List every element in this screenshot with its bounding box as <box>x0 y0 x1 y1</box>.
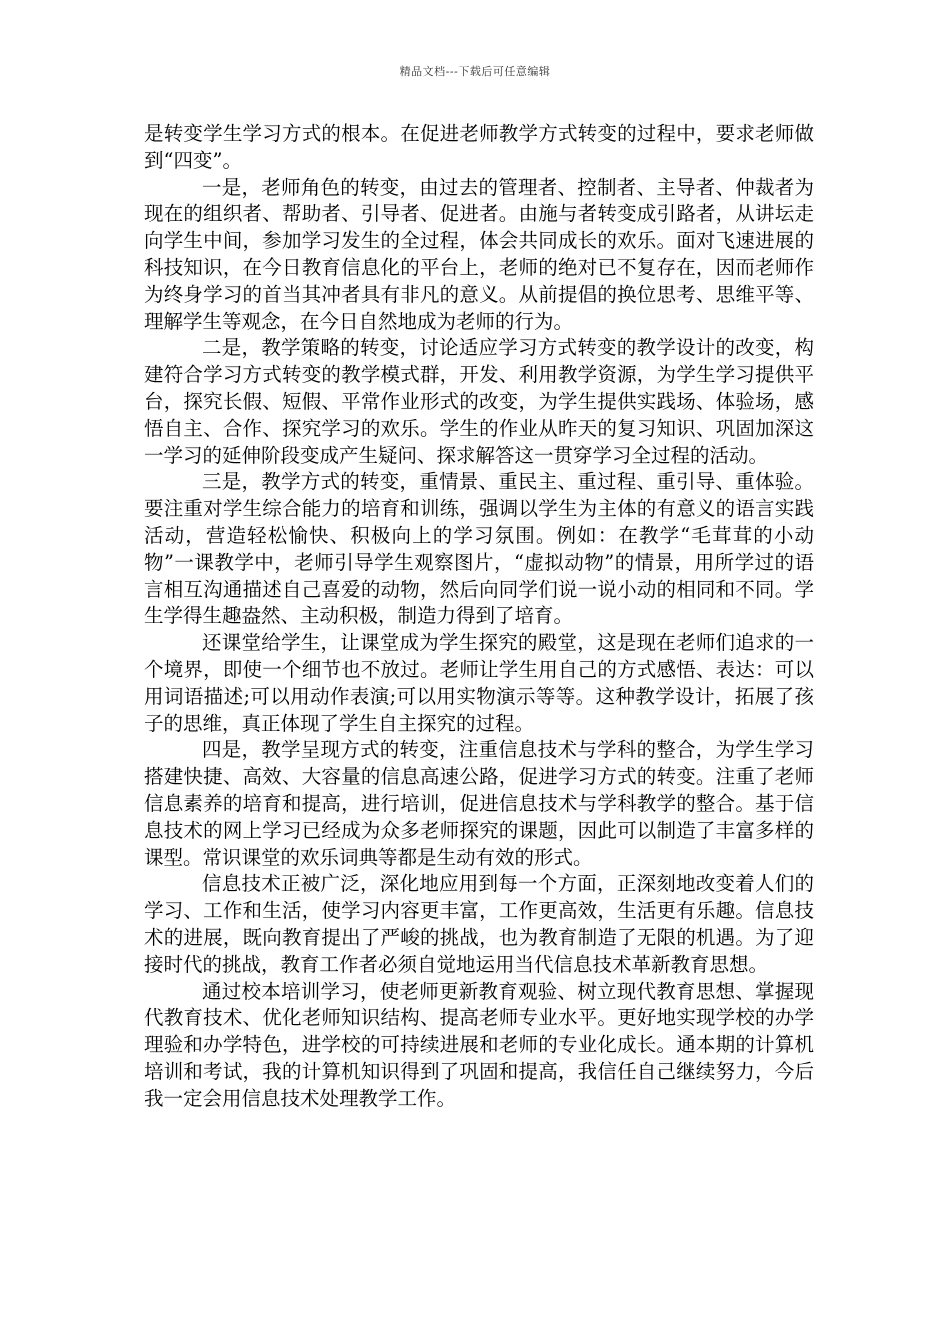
paragraph-teacher-role: 一是，老师角色的转变，由过去的管理者、控制者、主导者、仲裁者为现在的组织者、帮助者、引导者、促进者。由施与者转变成引路者，从讲坛走向学生中间，参加学习发生的全过程，体会共同成长的欢乐。面对飞速进展的科技知识，在今日教育信息化的平台上，老师的绝对已不复存在，因而老师作为终身学习的首当其冲者具有非凡的意义。从前提倡的换位思考、思维平等、理解学生等观念，在今日自然地成为老师的行为。 <box>144 175 814 333</box>
paragraph-presentation-method: 四是，教学呈现方式的转变，注重信息技术与学科的整合，为学生学习搭建快捷、高效、大容量的信息高速公路，促进学习方式的转变。注重了老师信息素养的培育和提高，进行培训，促进信息技术与学科教学的整合。基于信息技术的网上学习已经成为众多老师探究的课题，因此可以制造了丰富多样的课型。常识课堂的欢乐词典等都是生动有效的形式。 <box>144 738 814 869</box>
paragraph-information-technology: 信息技术正被广泛，深化地应用到每一个方面，正深刻地改变着人们的学习、工作和生活，使学习内容更丰富，工作更高效，生活更有乐趣。信息技术的进展，既向教育提出了严峻的挑战，也为教育制造了无限的机遇。为了迎接时代的挑战，教育工作者必须自觉地运用当代信息技术革新教育思想。 <box>144 872 814 976</box>
page-header: 精品文档---下载后可任意编辑 <box>399 65 551 78</box>
paragraph-school-training: 通过校本培训学习，使老师更新教育观验、树立现代教育思想、掌握现代教育技术、优化老师知识结构、提高老师专业水平。更好地实现学校的办学理验和办学特色，进学校的可持续进展和老师的专业化成长。通本期的计算机培训和考试，我的计算机知识得到了巩固和提高，我信任自己继续努力，今后我一定会用信息技术处理教学工作。 <box>144 979 814 1110</box>
paragraph-continuation: 是转变学生学习方式的根本。在促进老师教学方式转变的过程中，要求老师做到“四变”。 <box>144 122 814 172</box>
paragraph-classroom-to-students: 还课堂给学生，让课堂成为学生探究的殿堂，这是现在老师们追求的一个境界，即使一个细节也不放过。老师让学生用自己的方式感悟、表达：可以用词语描述;可以用动作表演;可以用实物演示等等。这种教学设计，拓展了孩子的思维，真正体现了学生自主探究的过程。 <box>144 631 814 735</box>
paragraph-teaching-method: 三是，教学方式的转变，重情景、重民主、重过程、重引导、重体验。要注重对学生综合能力的培育和训练，强调以学生为主体的有意义的语言实践活动，营造轻松愉快、积极向上的学习氛围。例如：在教学“毛茸茸的小动物”一课教学中，老师引导学生观察图片，“虚拟动物”的情景，用所学过的语言相互沟通描述自己喜爱的动物，然后向同学们说一说小动的相同和不同。学生学得生趣盎然、主动积极，制造力得到了培育。 <box>144 470 814 628</box>
document-body <box>144 121 814 1112</box>
paragraph-teaching-strategy: 二是，教学策略的转变，讨论适应学习方式转变的教学设计的改变，构建符合学习方式转变的教学模式群，开发、利用教学资源，为学生学习提供平台，探究长假、短假、平常作业形式的改变，为学生提供实践场、体验场，感悟自主、合作、探究学习的欢乐。学生的作业从昨天的复习知识、巩固加深这一学习的延伸阶段变成产生疑问、探求解答这一贯穿学习全过程的活动。 <box>144 336 814 467</box>
